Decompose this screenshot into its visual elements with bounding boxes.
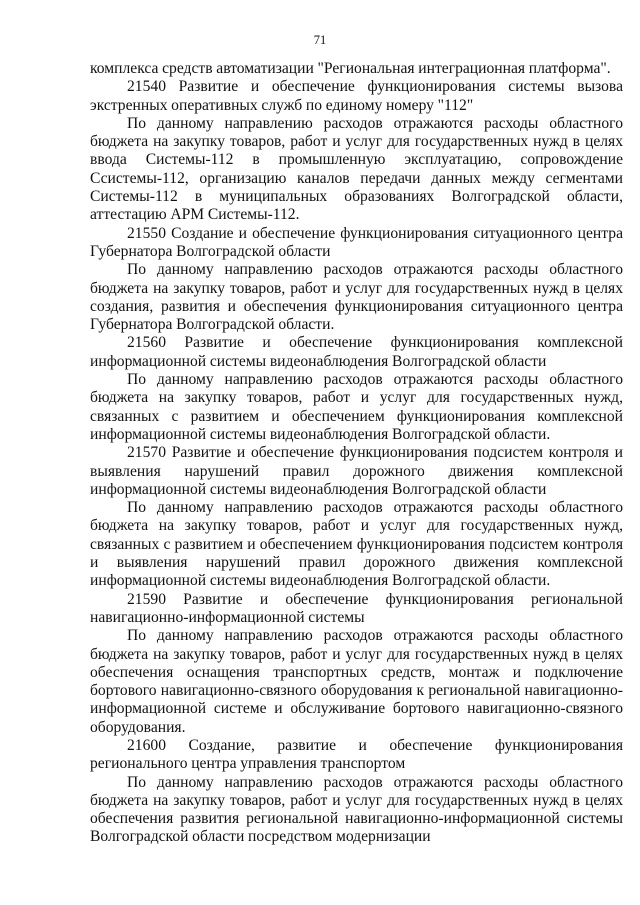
section-heading-21550: 21550 Создание и обеспечение функционирования ситуационного центра Губернатора Волгоградской области bbox=[90, 224, 623, 260]
paragraph-21540-description: По данному направлению расходов отражаются расходы областного бюджета на закупку товаров, работ и услуг для государственных нужд в целях ввода Системы-112 в промышленную эксплуатацию, сопровождение Ссистемы-112, организацию каналов передачи данных между сегментами Системы-112 в муниципальных образованиях Волгоградской области, аттестацию АРМ Системы-112. bbox=[90, 114, 623, 224]
paragraph-continuation: комплекса средств автоматизации "Региональная интеграционная платформа". bbox=[90, 60, 611, 77]
section-heading-21540: 21540 Развитие и обеспечение функционирования системы вызова экстренных оперативных служб по единому номеру "112" bbox=[90, 78, 623, 114]
paragraph-21570-description: По данному направлению расходов отражаются расходы областного бюджета на закупку товаров, работ и услуг для государственных нужд, связанных с развитием и обеспечением функционирования подсистем контроля и выявления нарушений правил дорожного движения комплексной информационной системы видеонаблюдения Волгоградской области. bbox=[90, 499, 623, 590]
paragraph-21590-description: По данному направлению расходов отражаются расходы областного бюджета на закупку товаров, работ и услуг для государственных нужд в целях обеспечения оснащения транспортных средств, монтаж и подключение бортового навигационно-связного оборудования к региональной навигационно-информационной системе и обслуживание бортового навигационно-связного оборудования. bbox=[90, 627, 623, 736]
paragraph-21550-description: По данному направлению расходов отражаются расходы областного бюджета на закупку товаров, работ и услуг для государственных нужд в целях создания, развития и обеспечения функционирования ситуационного центра Губернатора Волгоградской области. bbox=[90, 261, 623, 334]
document-body bbox=[90, 60, 623, 847]
paragraph-21600-description: По данному направлению расходов отражаются расходы областного бюджета на закупку товаров, работ и услуг для государственных нужд в целях обеспечения развития региональной навигационно-информационной системы Волгоградской области посредством модернизации bbox=[90, 773, 623, 846]
section-heading-21570: 21570 Развитие и обеспечение функционирования подсистем контроля и выявления нарушений правил дорожного движения комплексной информационной системы видеонаблюдения Волгоградской области bbox=[90, 444, 623, 498]
section-heading-21560: 21560 Развитие и обеспечение функционирования комплексной информационной системы видеонаблюдения Волгоградской области bbox=[90, 334, 623, 370]
section-heading-21590: 21590 Развитие и обеспечение функционирования региональной навигационно-информационной системы bbox=[90, 590, 623, 626]
section-heading-21600: 21600 Создание, развитие и обеспечение функционирования регионального центра управления транспортом bbox=[90, 736, 623, 773]
page-number: 71 bbox=[313, 33, 327, 47]
paragraph-21560-description: По данному направлению расходов отражаются расходы областного бюджета на закупку товаров, работ и услуг для государственных нужд, связанных с развитием и обеспечением функционирования комплексной информационной системы видеонаблюдения Волгоградской области. bbox=[90, 371, 623, 443]
